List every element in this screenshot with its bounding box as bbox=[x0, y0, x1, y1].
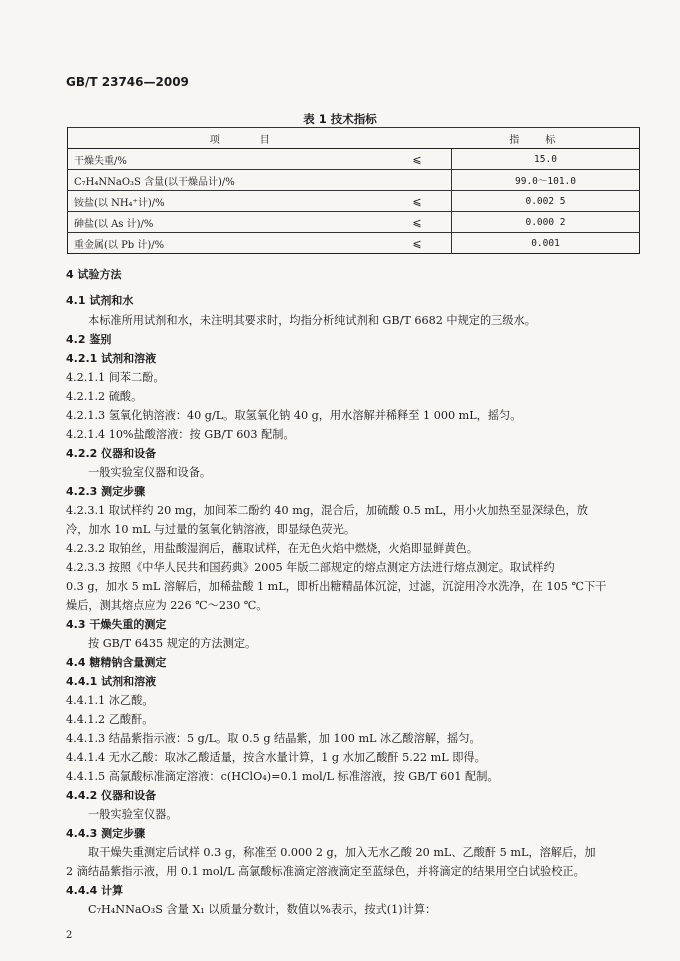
clause-4-2-3-2: 4.2.3.2 取铂丝，用盐酸湿润后，蘸取试样，在无色火焰中燃烧，火焰即显鲜黄色。 bbox=[66, 542, 478, 555]
clause-4-2-1-1: 4.2.1.1 间苯二酚。 bbox=[66, 371, 165, 384]
clause-4-2-3-3-line2: 0.3 g，加水 5 mL 溶解后，加稀盐酸 1 mL，即析出糖精晶体沉淀，过滤，沉淀用冷水洗净，在 105 ℃下干 bbox=[66, 580, 607, 593]
section-4-4-4-heading: 4.4.4 计算 bbox=[66, 884, 124, 897]
paragraph-4-4-2: 一般实验室仪器。 bbox=[88, 808, 178, 821]
table-cell-symbol: ⩽ bbox=[383, 212, 452, 233]
table-cell-symbol bbox=[383, 170, 452, 191]
clause-4-2-1-4: 4.2.1.4 10%盐酸溶液：按 GB/T 603 配制。 bbox=[66, 428, 295, 441]
table-cell-item: C₇H₄NNaO₃S 含量(以干燥品计)/% bbox=[68, 170, 384, 191]
clause-4-4-1-3: 4.4.1.3 结晶紫指示液：5 g/L。取 0.5 g 结晶紫，加 100 mL 冰乙酸溶解，摇匀。 bbox=[66, 732, 481, 745]
clause-4-2-3-3-line1: 4.2.3.3 按照《中华人民共和国药典》2005 年版二部规定的熔点测定方法进行熔点测定。取试样约 bbox=[66, 561, 555, 574]
table-cell-symbol: ⩽ bbox=[383, 233, 452, 254]
paragraph-4-4-3-line2: 2 滴结晶紫指示液，用 0.1 mol/L 高氯酸标准滴定溶液滴定至蓝绿色，并将滴定的结果用空白试验校正。 bbox=[66, 865, 585, 878]
section-4-2-3-heading: 4.2.3 测定步骤 bbox=[66, 485, 146, 498]
table-cell-value: 0.002 5 bbox=[452, 191, 640, 212]
table-cell-item: 干燥失重/% bbox=[68, 149, 384, 170]
section-4-2-2-heading: 4.2.2 仪器和设备 bbox=[66, 447, 157, 460]
table-title: 表 1 技术指标 bbox=[303, 112, 377, 126]
table-row bbox=[68, 212, 640, 233]
table-cell-symbol: ⩽ bbox=[383, 149, 452, 170]
section-4-1-heading: 4.1 试剂和水 bbox=[66, 294, 134, 307]
section-4-heading: 4 试验方法 bbox=[66, 268, 122, 281]
standard-code: GB/T 23746—2009 bbox=[66, 75, 189, 89]
section-4-3-heading: 4.3 干燥失重的测定 bbox=[66, 618, 167, 631]
table-cell-value: 15.0 bbox=[452, 149, 640, 170]
section-4-4-1-heading: 4.4.1 试剂和溶液 bbox=[66, 675, 157, 688]
clause-4-4-1-2: 4.4.1.2 乙酸酐。 bbox=[66, 713, 154, 726]
table-header-row bbox=[68, 128, 640, 149]
table-cell-value: 0.001 bbox=[452, 233, 640, 254]
table-cell-symbol: ⩽ bbox=[383, 191, 452, 212]
paragraph-4-3: 按 GB/T 6435 规定的方法测定。 bbox=[88, 637, 257, 650]
table-row bbox=[68, 170, 640, 191]
page-number: 2 bbox=[66, 930, 73, 941]
clause-4-2-3-3-line3: 燥后，测其熔点应为 226 ℃～230 ℃。 bbox=[66, 599, 268, 612]
paragraph-4-4-4: C₇H₄NNaO₃S 含量 X₁ 以质量分数计，数值以%表示，按式(1)计算： bbox=[88, 903, 437, 916]
table-row bbox=[68, 191, 640, 212]
paragraph-4-2-2: 一般实验室仪器和设备。 bbox=[88, 466, 212, 479]
section-4-2-heading: 4.2 鉴别 bbox=[66, 333, 112, 346]
paragraph-4-4-3-line1: 取干燥失重测定后试样 0.3 g，称准至 0.000 2 g，加入无水乙酸 20 mL、乙酸酐 5 mL，溶解后，加 bbox=[88, 846, 596, 859]
clause-4-4-1-5: 4.4.1.5 高氯酸标准滴定溶液：c(HClO₄)=0.1 mol/L 标准溶液，按 GB/T 601 配制。 bbox=[66, 770, 499, 783]
paragraph-4-1: 本标准所用试剂和水，未注明其要求时，均指分析纯试剂和 GB/T 6682 中规定的三级水。 bbox=[88, 314, 536, 327]
table-cell-item: 铵盐(以 NH₄⁺计)/% bbox=[68, 191, 384, 212]
table-cell-item: 重金属(以 Pb 计)/% bbox=[68, 233, 384, 254]
technical-indicators-table bbox=[67, 127, 640, 254]
clause-4-2-3-1-line1: 4.2.3.1 取试样约 20 mg，加间苯二酚约 40 mg，混合后，加硫酸 0.5 mL，用小火加热至显深绿色，放 bbox=[66, 504, 588, 517]
clause-4-4-1-4: 4.4.1.4 无水乙酸：取冰乙酸适量，按含水量计算，1 g 水加乙酸酐 5.22 mL 即得。 bbox=[66, 751, 486, 764]
section-4-4-3-heading: 4.4.3 测定步骤 bbox=[66, 827, 146, 840]
section-4-2-1-heading: 4.2.1 试剂和溶液 bbox=[66, 352, 157, 365]
table-header-item: 项目 bbox=[68, 128, 452, 149]
section-4-4-2-heading: 4.4.2 仪器和设备 bbox=[66, 789, 157, 802]
table-cell-value: 99.0～101.0 bbox=[452, 170, 640, 191]
table-header-value: 指标 bbox=[452, 128, 640, 149]
clause-4-4-1-1: 4.4.1.1 冰乙酸。 bbox=[66, 694, 154, 707]
table-row bbox=[68, 233, 640, 254]
table-row bbox=[68, 149, 640, 170]
table-cell-item: 砷盐(以 As 计)/% bbox=[68, 212, 384, 233]
section-4-4-heading: 4.4 糖精钠含量测定 bbox=[66, 656, 167, 669]
clause-4-2-3-1-line2: 冷，加水 10 mL 与过量的氢氧化钠溶液，即显绿色荧光。 bbox=[66, 523, 356, 536]
clause-4-2-1-3: 4.2.1.3 氢氧化钠溶液：40 g/L。取氢氧化钠 40 g，用水溶解并稀释至 1 000 mL，摇匀。 bbox=[66, 409, 522, 422]
clause-4-2-1-2: 4.2.1.2 硫酸。 bbox=[66, 390, 143, 403]
table-cell-value: 0.000 2 bbox=[452, 212, 640, 233]
